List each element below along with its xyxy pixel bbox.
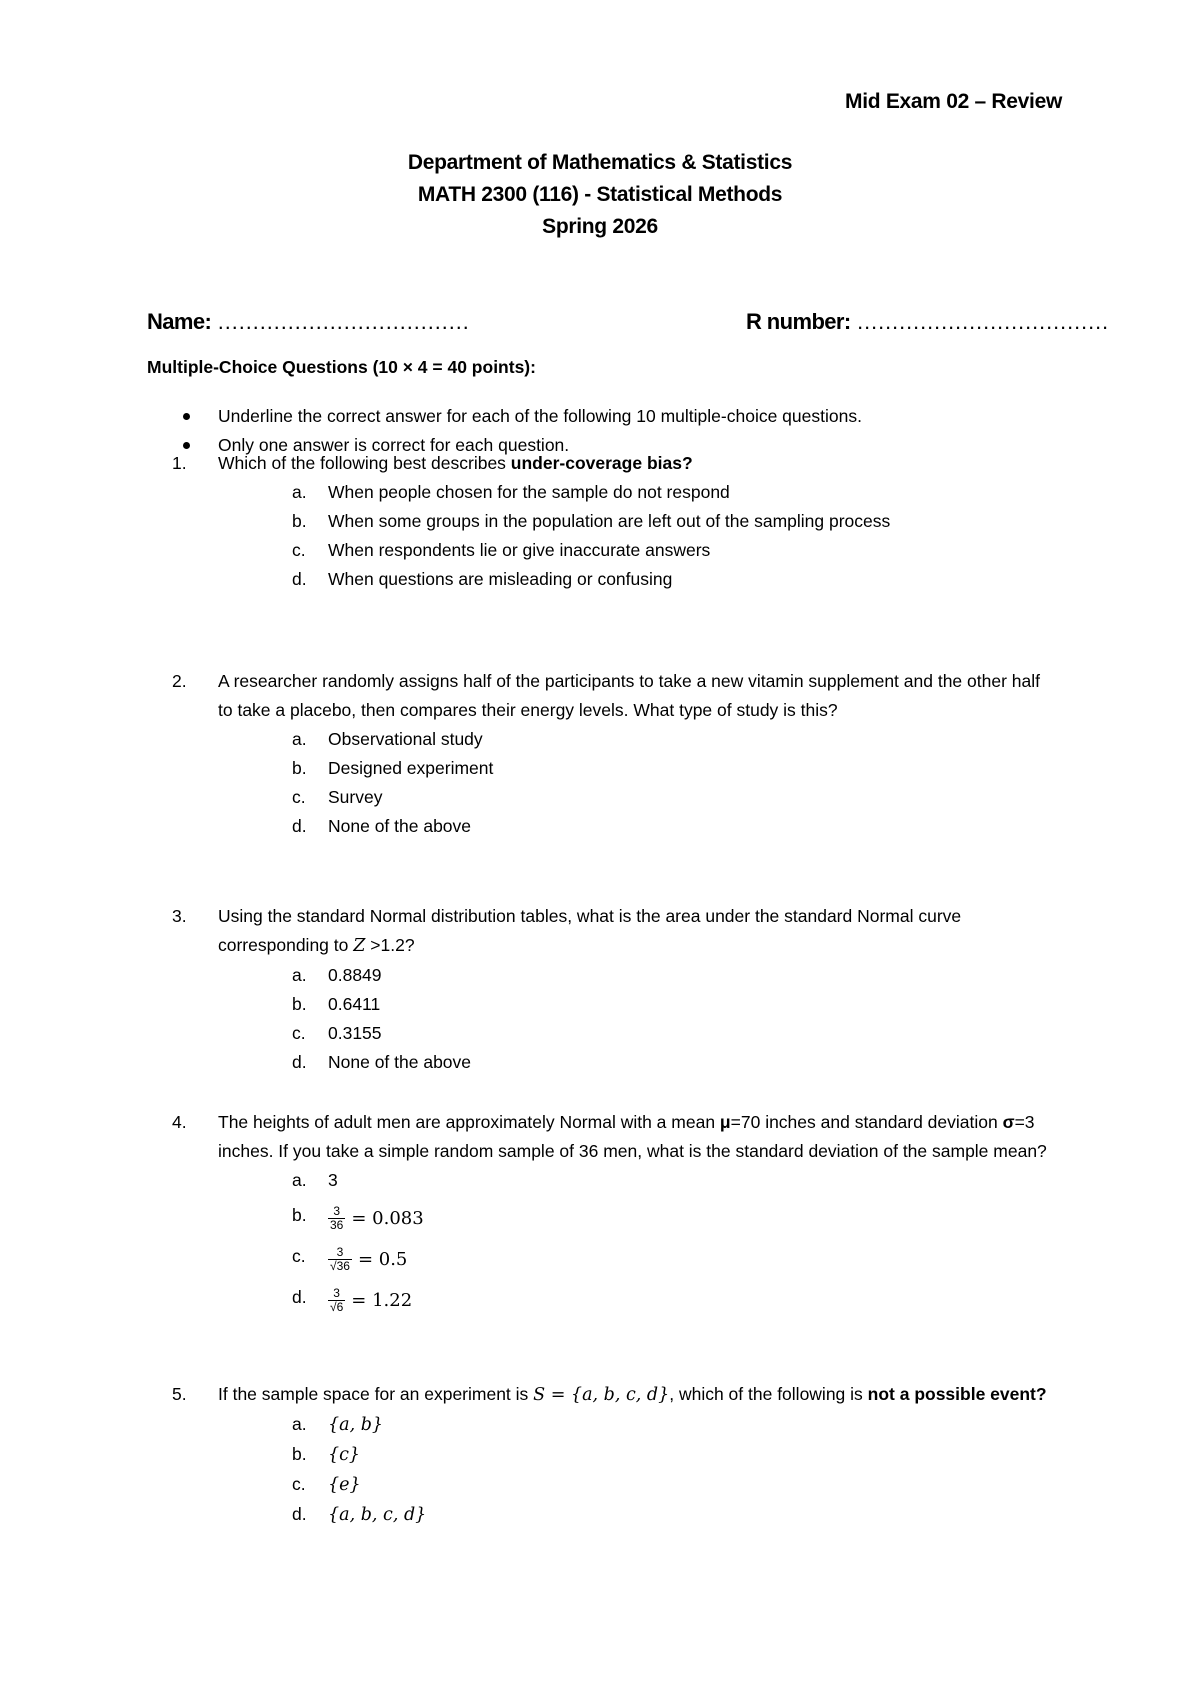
- document-header: [0, 147, 1200, 243]
- question-number: 5.: [172, 1384, 187, 1404]
- name-field[interactable]: [147, 309, 469, 335]
- option-c[interactable]: c. When respondents lie or give inaccurate answers: [292, 540, 711, 560]
- option-d[interactable]: d. None of the above: [292, 816, 472, 836]
- question-stem: If the sample space for an experiment is S = {a, b, c, d}, which of the following is not a possible event?: [218, 1384, 1047, 1405]
- question-4: [172, 1108, 1052, 1318]
- question-1: [172, 449, 1052, 594]
- option-c[interactable]: c. Survey: [292, 787, 383, 807]
- option-b[interactable]: b. {c}: [292, 1444, 361, 1465]
- option-a[interactable]: a. {a, b}: [292, 1414, 384, 1435]
- option-d[interactable]: d. None of the above: [292, 1052, 472, 1072]
- option-c[interactable]: c. {e}: [292, 1474, 361, 1495]
- option-c[interactable]: c. $\frac{3}{√36}$ = 0.5: [292, 1245, 408, 1273]
- question-stem: Which of the following best describes under-coverage bias?: [218, 453, 693, 473]
- question-2: [172, 667, 1052, 841]
- course-title: MATH 2300 (116) - Statistical Methods: [417, 183, 783, 206]
- option-a[interactable]: a. When people chosen for the sample do not respond: [292, 482, 730, 502]
- question-stem: Using the standard Normal distribution tables, what is the area under the standard Normal curve corresponding to Z >1.2?: [218, 906, 962, 956]
- rnumber-label: R number:: [746, 309, 851, 334]
- option-d[interactable]: d. {a, b, c, d}: [292, 1504, 427, 1525]
- option-c[interactable]: c. 0.3155: [292, 1023, 382, 1043]
- question-number: 2.: [172, 671, 187, 691]
- option-list: [172, 478, 1052, 594]
- option-b[interactable]: b. When some groups in the population are left out of the sampling process: [292, 511, 891, 531]
- department-title: Department of Mathematics & Statistics: [407, 151, 793, 174]
- question-5: [172, 1380, 1052, 1530]
- option-a[interactable]: a. 0.8849: [292, 965, 382, 985]
- option-list: [172, 961, 1052, 1077]
- question-stem: A researcher randomly assigns half of the participants to take a new vitamin supplement and the other half to take a placebo, then compares their energy levels. What type of study is this?: [218, 671, 1040, 720]
- question-stem: The heights of adult men are approximately Normal with a mean μ=70 inches and standard deviation σ=3 inches. If you take a simple random sample of 36 men, what is the standard deviation of the sample mean?: [218, 1112, 1047, 1161]
- instruction-item: Underline the correct answer for each of the following 10 multiple-choice questions.: [180, 402, 862, 431]
- rnumber-field[interactable]: [746, 309, 1108, 335]
- name-label: Name:: [147, 309, 212, 334]
- rnumber-blank[interactable]: ………………………………: [856, 309, 1109, 334]
- option-a[interactable]: a. Observational study: [292, 729, 483, 749]
- section-title: Multiple-Choice Questions (10 × 4 = 40 points):: [147, 357, 536, 377]
- option-d[interactable]: d. When questions are misleading or confusing: [292, 569, 673, 589]
- fraction: $\frac{3}{√6}$: [330, 1286, 344, 1314]
- option-list: [172, 1410, 1052, 1530]
- term-title: Spring 2026: [542, 215, 658, 238]
- question-3: [172, 902, 1052, 1077]
- option-d[interactable]: d. $\frac{3}{√6}$ = 1.22: [292, 1286, 413, 1314]
- name-blank[interactable]: ………………………………: [216, 309, 469, 334]
- question-number: 4.: [172, 1112, 187, 1132]
- question-number: 1.: [172, 453, 187, 473]
- option-b[interactable]: b. 0.6411: [292, 994, 381, 1014]
- question-number: 3.: [172, 906, 187, 926]
- fraction: $\frac{3}{√36}$: [330, 1245, 350, 1273]
- fraction: $\frac{3}{36}$: [330, 1204, 344, 1232]
- option-b[interactable]: b. Designed experiment: [292, 758, 494, 778]
- exam-label: Mid Exam 02 – Review: [845, 90, 1062, 113]
- instruction-item: Only one answer is correct for each question.: [180, 431, 862, 460]
- option-list: [172, 1166, 1052, 1318]
- option-b[interactable]: b. $\frac{3}{36}$ = 0.083: [292, 1204, 424, 1232]
- option-a[interactable]: a. 3: [292, 1170, 338, 1190]
- option-list: [172, 725, 1052, 841]
